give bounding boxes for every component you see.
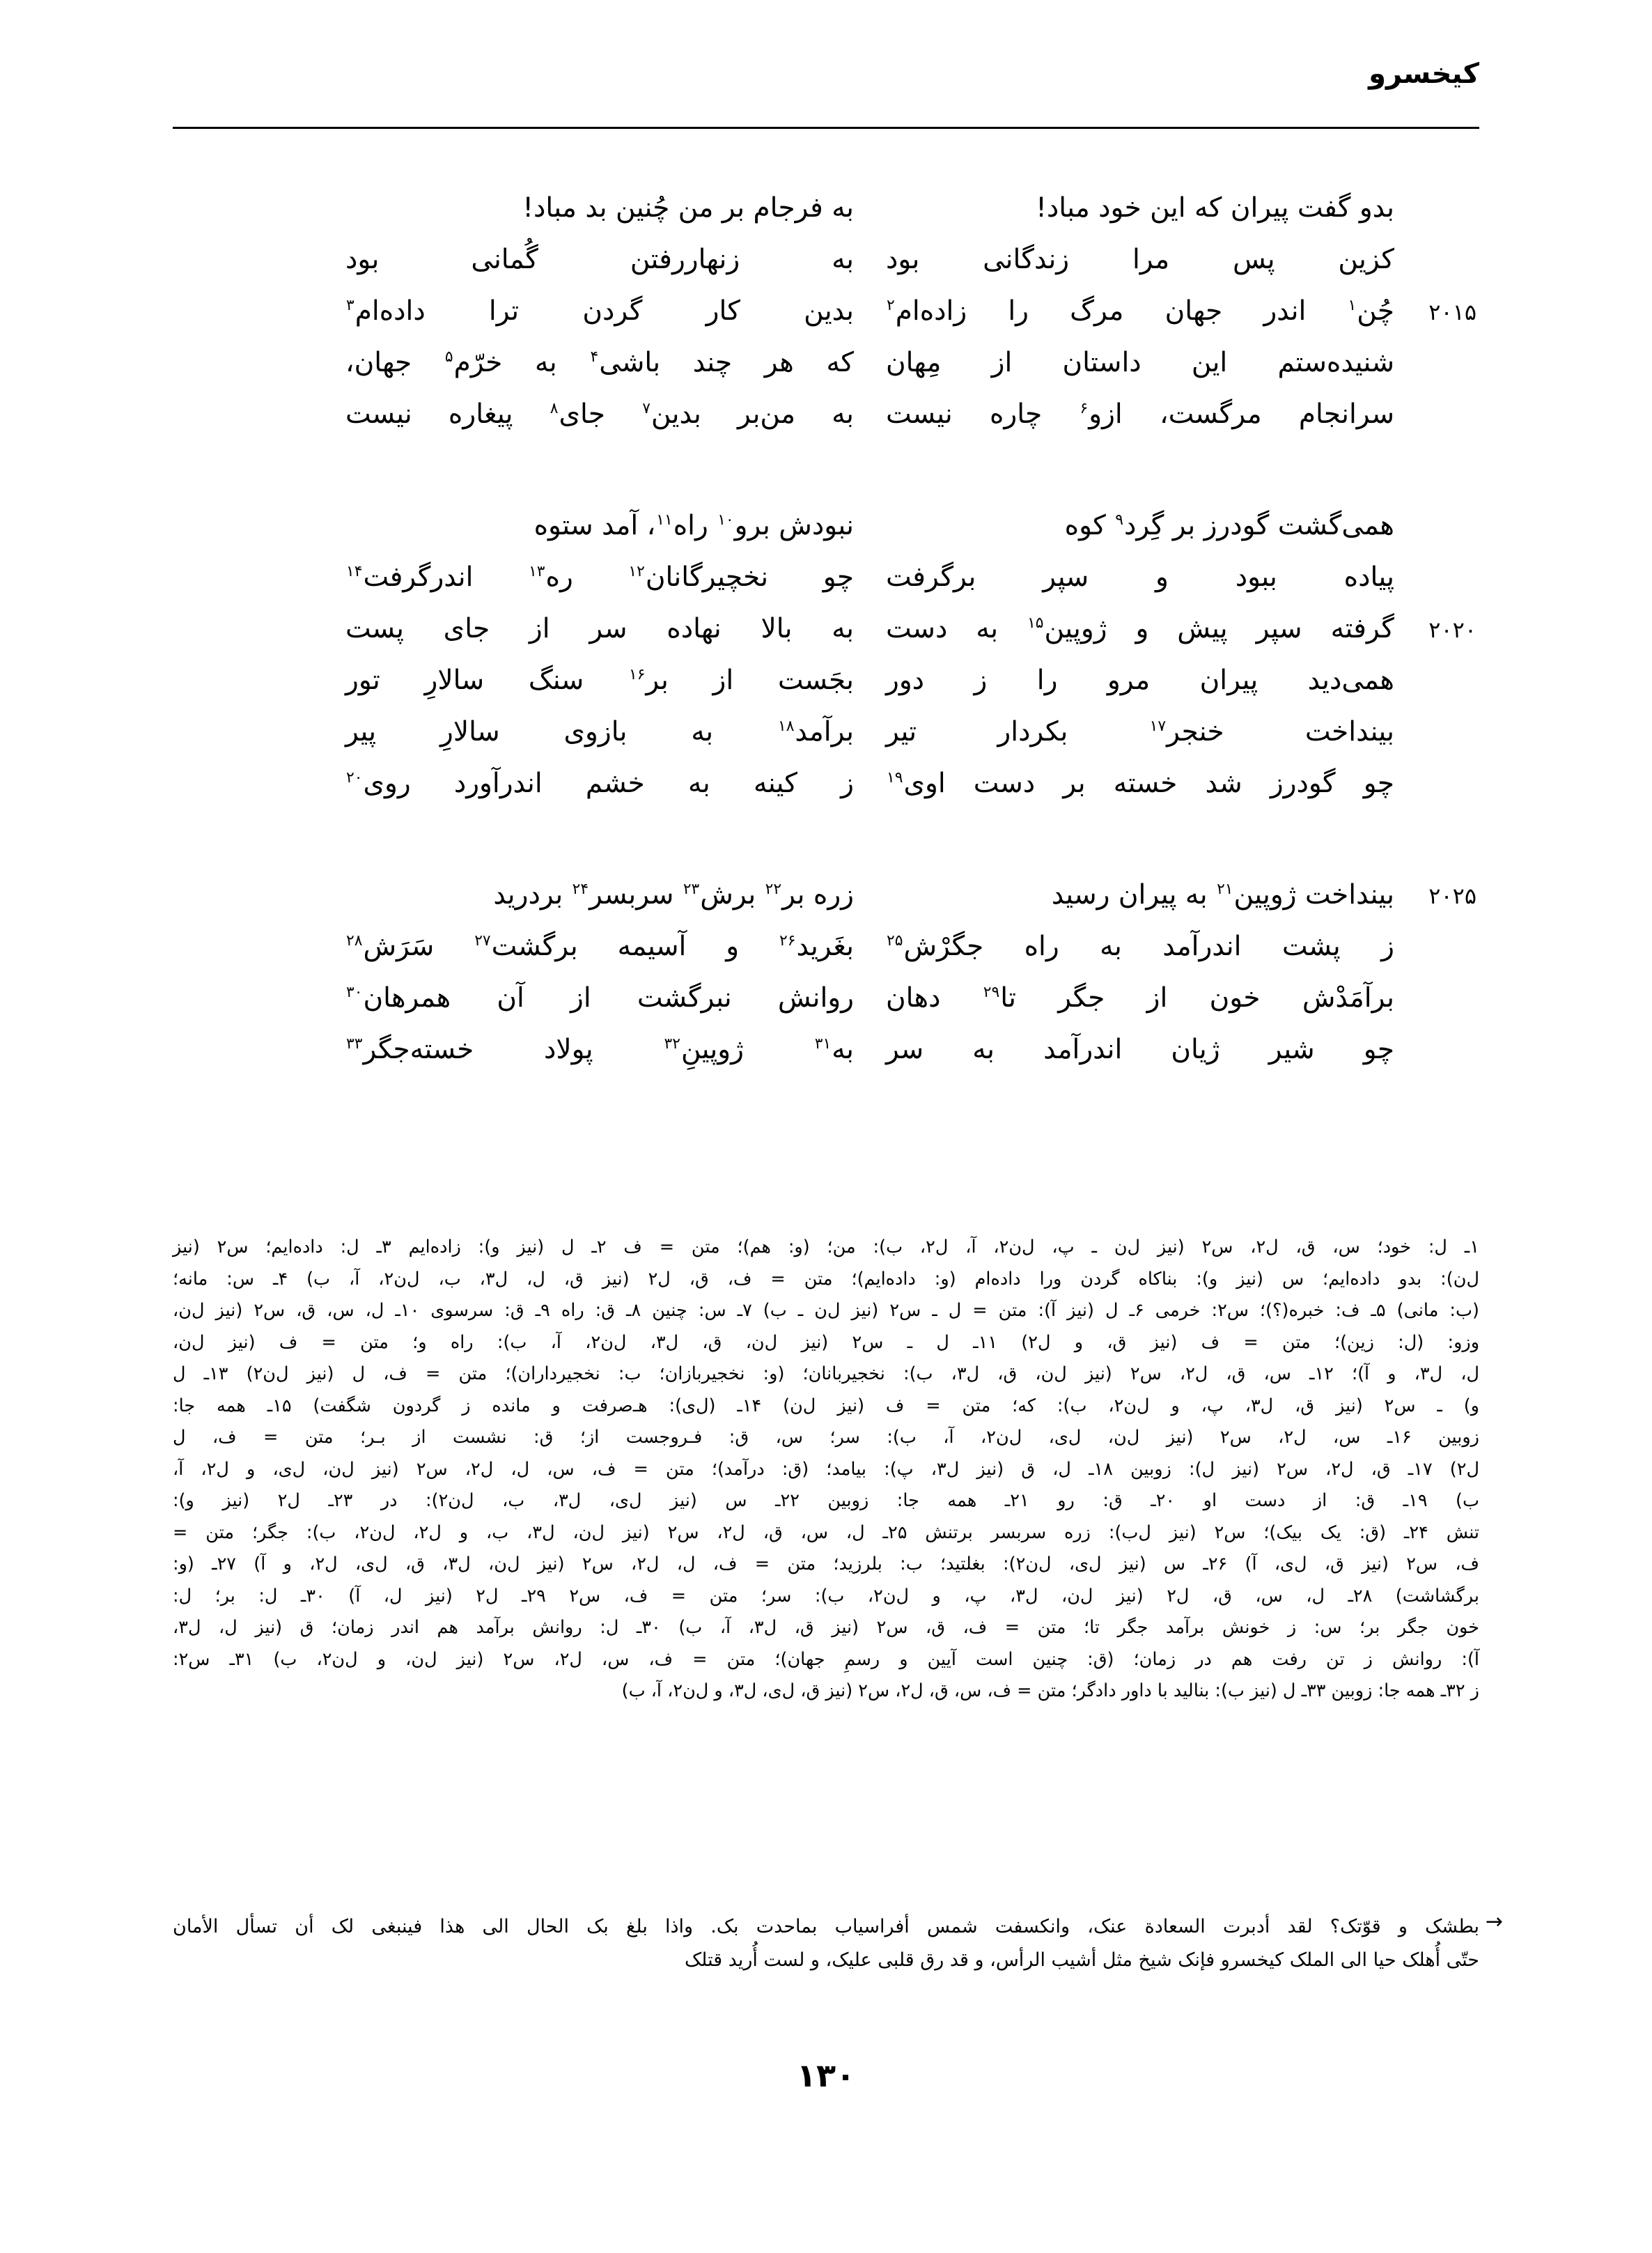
bayt-row (173, 973, 1479, 1024)
hemistich-left: بغَرید$^{۲۶}$ و آسیمه برگشت$^{۲۷}$ سَرَش$^{۲۸}$ (346, 931, 854, 962)
arabic-quotation-block (173, 1910, 1503, 1977)
bayt-row (173, 500, 1479, 552)
bayt-row (173, 758, 1479, 810)
hemistich-right: بینداخت ژوپین$^{۲۱}$ به پیران رسید (1051, 879, 1394, 911)
hemistich-right: گرفته سپر پیش و ژوپین$^{۱۵}$ به دست (886, 613, 1394, 644)
hemistich-left: به من‌بر بدین$^۷$ جای$^۸$ پیغاره نیست (345, 398, 854, 430)
running-header (173, 60, 1479, 144)
hemistich-left: به بالا نهاده سر از جای پست (345, 613, 854, 644)
apparatus-line: ل۲) ۱۷ـ ق، ل۲، س۲ (نیز ل): زوبین ۱۸ـ ل، ق (نیز ل۳، پ): بیامد؛ (ق: درآمد)؛ متن = ف، س، ل، ل۲، س۲ (نیز ل‌ن، ل‌ی، و ل۲، آ، (173, 1458, 1479, 1480)
arabic-quote-line: حتّی أُهلک حیا الی الملک کیخسرو فإنک شیخ مثل أشیب الرأس، و قد رق قلبی علیک، و لست أُرید قتلک (684, 1949, 1479, 1971)
bayt-row (173, 389, 1479, 440)
continuation-arrow-icon: → (1485, 1910, 1503, 1934)
verse-number-label: ۲۰۲۰ (1428, 617, 1476, 643)
bayt-row (173, 706, 1479, 758)
verse-number-label: ۲۰۲۵ (1428, 883, 1476, 909)
arabic-quote-line: بطشک و قوّتک؟ لقد أدبرت السعادة عنک، وانکسفت شمس أفراسیاب بماحدت بک. واذا بلغ بک الحال الی هذا فینبغی لک أن تسأل الأمان (173, 1916, 1479, 1937)
apparatus-line: تنش ۲۴ـ (ق: یک بیک)؛ س۲ (نیز ل‌ب): زره سربسر برتنش ۲۵ـ ل، س، ق، ل۲، س۲ (نیز ل‌ن، ل۳، ب، و ل۲، ل‌ن۲، ب): جگر؛ متن = (173, 1522, 1480, 1543)
apparatus-line: ل‌ن): بدو داده‌ایم؛ س (نیز و): بناکاه گردن ورا داده‌ام (و: داده‌ایم)؛ متن = ف، ق، ل۲ (نیز ق، ل، ل۳، ب، ل‌ن۲، آ، ب) ۴ـ س: مانه؛ (173, 1268, 1479, 1290)
apparatus-line: ل، ل۳، و آ)؛ ۱۲ـ س، ق، ل۲، س۲ (نیز ل‌ن، ق، ل۳، ب): نخجیربانان؛ (و: نخجیربازان؛ ب: نخجیرداران)؛ متن = ف، ل (نیز ل‌ن۲) ۱۳ـ ل (173, 1363, 1480, 1384)
hemistich-left: روانش نبرگشت از آن همرهان$^{۳۰}$ (346, 982, 854, 1014)
stanza-block (173, 869, 1479, 1076)
bayt-row (173, 183, 1479, 234)
hemistich-right: چُن$^۱$ اندر جهان مرگ را زاده‌ام$^۲$ (887, 295, 1394, 327)
stanza-block (173, 183, 1479, 440)
hemistich-right: ز پشت اندرآمد به راه جگرْش$^{۲۵}$ (887, 931, 1394, 962)
page-title: کیخسرو (1369, 58, 1479, 90)
hemistich-right: سرانجام مرگست، ازو$^۶$ چاره نیست (886, 398, 1394, 430)
header-divider-rule (173, 127, 1479, 129)
apparatus-line: برگشاشت) ۲۸ـ ل، س، ق، ل۲ (نیز ل‌ن، ل۳، پ، و ل‌ن۲، ب): سر؛ متن = ف، س۲ ۲۹ـ ل۲ (نیز ل، آ) ۳۰ـ ل: بر؛ ل: (173, 1585, 1479, 1606)
apparatus-line: زوبین ۱۶ـ س، ل۲، س۲ (نیز ل‌ن، ل‌ی، ل‌ن۲، آ، ب): سر؛ س، ق: فـروجست از؛ ق: نشست از بـر؛ متن = ف، ل (173, 1427, 1479, 1448)
hemistich-left: به فرجام بر من چُنین بد مباد! (522, 192, 854, 224)
hemistich-right: بدو گفت پیران که این خود مباد! (1036, 192, 1394, 224)
hemistich-left: زره بر$^{۲۲}$ برش$^{۲۳}$ سربسر$^{۲۴}$ بردرید (493, 879, 854, 911)
hemistich-left: برآمد$^{۱۸}$ به بازوی سالارِ پیر (345, 716, 854, 748)
hemistich-right: بینداخت خنجر$^{۱۷}$ بکردار تیر (886, 716, 1394, 748)
bayt-row (173, 921, 1479, 973)
bayt-row (173, 552, 1479, 603)
apparatus-line: ز ۳۲ـ همه جا: زوبین ۳۳ـ ل (نیز ب): بنالید با داور دادگر؛ متن = ف، س، ق، ل۲، س۲ (نیز ق، ل‌ی، ل۳، و ل‌ن۲، آ، ب) (621, 1680, 1479, 1701)
critical-apparatus (173, 1232, 1479, 1708)
stanza-block (173, 500, 1479, 810)
hemistich-left: نبودش برو$^{۱۰}$ راه$^{۱۱}$، آمد ستوه (533, 510, 854, 541)
hemistich-left: ز کینه به خشم اندرآورد روی$^{۲۰}$ (346, 768, 854, 799)
bayt-row (173, 1024, 1479, 1076)
verse-number-label: ۲۰۱۵ (1428, 299, 1476, 325)
bayt-row (173, 869, 1479, 921)
apparatus-line: ۱ـ ل: خود؛ س، ق، ل۲، س۲ (نیز ل‌ن ـ پ، ل‌ن۲، آ، ل۲، ب): من؛ (و: هم)؛ متن = ف ۲ـ ل (نیز و): زاده‌ایم ۳ـ ل: داده‌ایم؛ س۲ (نیز (173, 1237, 1479, 1257)
hemistich-left: به$^{۳۱}$ ژوپینِ$^{۳۲}$ پولاد خسته‌جگر$^{۳۳}$ (346, 1034, 854, 1065)
apparatus-line: آ): روانش ز تن رفت هم در زمان؛ (ق: چنین است آیین و رسمِ جهان)؛ متن = ف، س، ل۲، س۲ (نیز ل‌ن، و ل‌ن۲، ب) ۳۱ـ س۲: (173, 1648, 1479, 1670)
hemistich-left: بجَست از بر$^{۱۶}$ سنگ سالارِ تور (345, 665, 855, 696)
bayt-row (173, 337, 1479, 389)
hemistich-right: همی‌گشت گودرز بر گِرد$^۹$ کوه (1064, 510, 1394, 541)
hemistich-right: همی‌دید پیران مرو را ز دور (886, 665, 1394, 696)
apparatus-line: وزو: (ل: زین)؛ متن = ف (نیز ق، و ل۲) ۱۱ـ ل ـ س۲ (نیز ل‌ن، ق، ل۳، ل‌ن۲، آ، ب): راه و؛ متن = ف (نیز ل‌ن، (173, 1331, 1480, 1353)
bayt-row (173, 286, 1479, 337)
bayt-row (173, 234, 1479, 286)
hemistich-left: به زنهاررفتن گُمانی بود (345, 244, 854, 275)
apparatus-line: (ب: مانی) ۵ـ ف: خبره(؟)؛ س۲: خرمی ۶ـ ل (نیز آ): متن = ل ـ س۲ (نیز ل‌ن ـ ب) ۷ـ س: چنین ۸ـ ق: راه ۹ـ ق: سرسوی ۱۰ـ ل، س، ق، س۲ (نیز ل‌ن، (173, 1300, 1479, 1321)
hemistich-right: چو شیر ژیان اندرآمد به سر (886, 1034, 1394, 1065)
hemistich-right: شنیده‌ستم این داستان از مِهان (886, 347, 1394, 378)
hemistich-right: چو گودرز شد خسته بر دست اوی$^{۱۹}$ (887, 768, 1394, 799)
hemistich-left: چو نخچیرگانان$^{۱۲}$ ره$^{۱۳}$ اندرگرفت$^{۱۴}$ (346, 562, 854, 593)
page-number: ۱۳۰ (796, 2057, 856, 2094)
bayt-row (173, 655, 1479, 706)
verse-area (173, 183, 1479, 1158)
bayt-row (173, 603, 1479, 655)
apparatus-line: ف، س۲ (نیز ق، ل‌ی، آ) ۲۶ـ س (نیز ل‌ی، ل‌ن۲): بغلتید؛ ب: بلرزید؛ متن = ف، ل، ل۲، س۲ (نیز ل‌ن، ل۳، ق، ل‌ی، ل۲، و آ) ۲۷ـ (و: (173, 1554, 1479, 1574)
hemistich-left: که هر چند باشی$^۴$ به خرّم$^۵$ جهان، (345, 347, 854, 378)
apparatus-line: خون جگر بر؛ س: ز خونش برآمد جگر تا؛ متن = ف، ق، س۲ (نیز ق، ل۳، آ، ب) ۳۰ـ ل: روانش برآمد هم اندر زمان؛ ق (نیز ل، ل۳، (173, 1617, 1479, 1638)
apparatus-line: و) ـ س۲ (نیز ق، ل۳، پ، و ل‌ن۲، ب): که؛ متن = ف (نیز ل‌ن) ۱۴ـ (ل‌ی): هـ‌صرفت و مانده ز گردون شگفت) ۱۵ـ همه جا: (173, 1395, 1479, 1416)
hemistich-right: پیاده ببود و سپر برگرفت (886, 562, 1394, 593)
apparatus-line: ب) ۱۹ـ ق: از دست او ۲۰ـ ق: رو ۲۱ـ همه جا: زوبین ۲۲ـ س (نیز ل‌ی، ل۳، ب، ل‌ن۲): در ۲۳ـ ل۲ (نیز و): (173, 1490, 1480, 1511)
hemistich-right: کزین پس مرا زندگانی بود (886, 244, 1394, 275)
hemistich-right: برآمَدْش خون از جگر تا$^{۲۹}$ دهان (886, 982, 1394, 1014)
hemistich-left: بدین کار گردن ترا داده‌ام$^۳$ (346, 295, 854, 327)
